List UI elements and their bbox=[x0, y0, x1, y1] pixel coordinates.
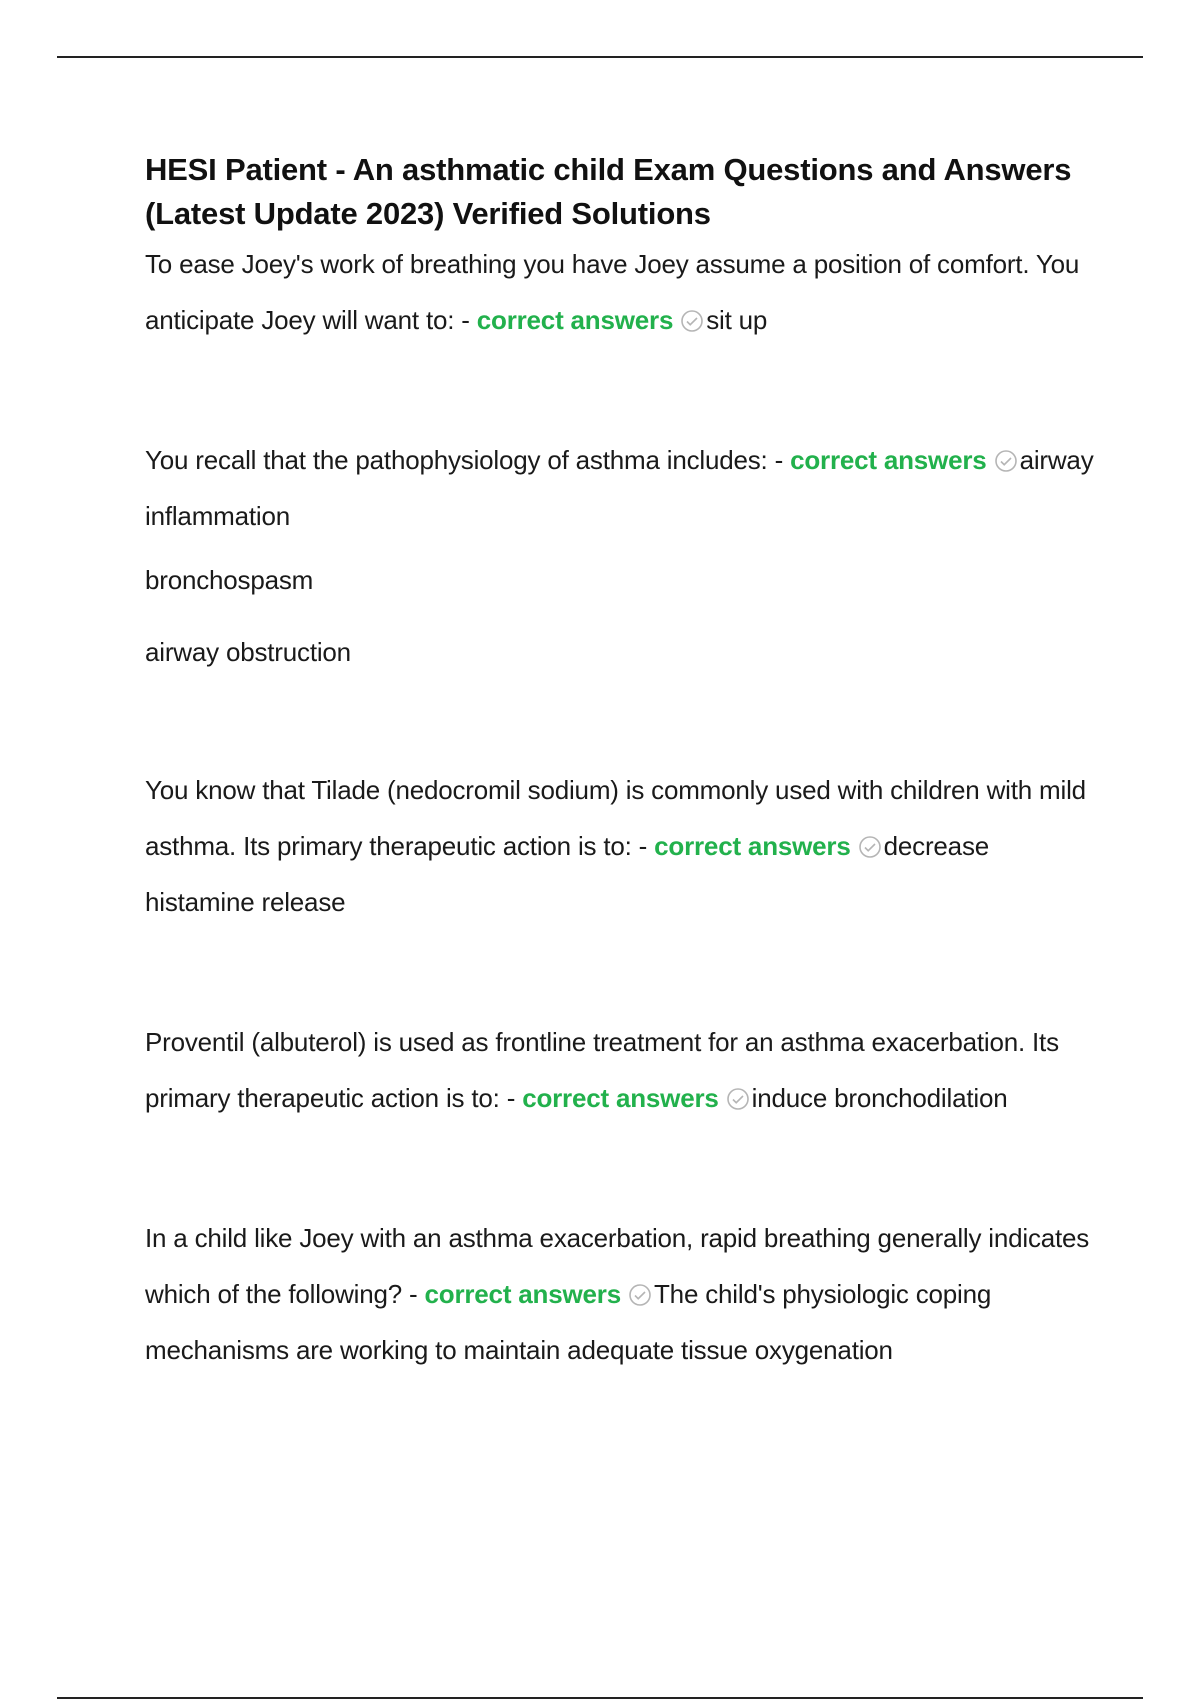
correct-answers-label: correct answers bbox=[654, 831, 851, 861]
answer-text: The child's physiologic coping mechanisms are working to maintain adequate tissue oxygenation bbox=[145, 1279, 992, 1365]
question-text: You recall that the pathophysiology of asthma includes: - bbox=[145, 445, 791, 475]
question-text: To ease Joey's work of breathing you have Joey assume a position of comfort. You anticipate Joey will want to: - bbox=[145, 249, 1080, 335]
answer-text: decrease histamine release bbox=[145, 831, 989, 917]
answer-extra-line: bronchospasm bbox=[145, 565, 314, 595]
question-text: In a child like Joey with an asthma exacerbation, rapid breathing generally indicates which of the following? - bbox=[145, 1223, 1090, 1309]
qa-item bbox=[145, 432, 1105, 670]
correct-answers-label: correct answers bbox=[424, 1279, 621, 1309]
footer-rule bbox=[57, 1697, 1143, 1699]
correct-answers-label: correct answers bbox=[790, 445, 987, 475]
answer-text: sit up bbox=[706, 305, 768, 335]
answer-extra-line: airway obstruction bbox=[145, 637, 351, 667]
question-text: Proventil (albuterol) is used as frontline treatment for an asthma exacerbation. Its primary therapeutic action is to: - bbox=[145, 1027, 1059, 1113]
check-circle-icon bbox=[628, 1283, 652, 1307]
qa-item bbox=[145, 762, 1105, 930]
correct-answers-label: correct answers bbox=[522, 1083, 719, 1113]
answer-text: airway inflammation bbox=[145, 445, 1094, 531]
qa-item bbox=[145, 1210, 1105, 1378]
check-circle-icon bbox=[726, 1087, 750, 1111]
header-rule bbox=[57, 56, 1143, 58]
check-circle-icon bbox=[994, 449, 1018, 473]
correct-answers-label: correct answers bbox=[476, 305, 674, 335]
check-circle-icon bbox=[858, 835, 882, 859]
document-title: HESI Patient - An asthmatic child Exam Questions and Answers (Latest Update 2023) Verified Solutions bbox=[145, 152, 1072, 231]
qa-item bbox=[145, 236, 1105, 348]
document-body bbox=[145, 148, 1105, 1378]
answer-text: induce bronchodilation bbox=[751, 1083, 1008, 1113]
check-circle-icon bbox=[680, 309, 704, 333]
qa-item bbox=[145, 1014, 1105, 1126]
question-text: You know that Tilade (nedocromil sodium) is commonly used with children with mild asthma. Its primary therapeutic action is to: - bbox=[145, 775, 1086, 861]
